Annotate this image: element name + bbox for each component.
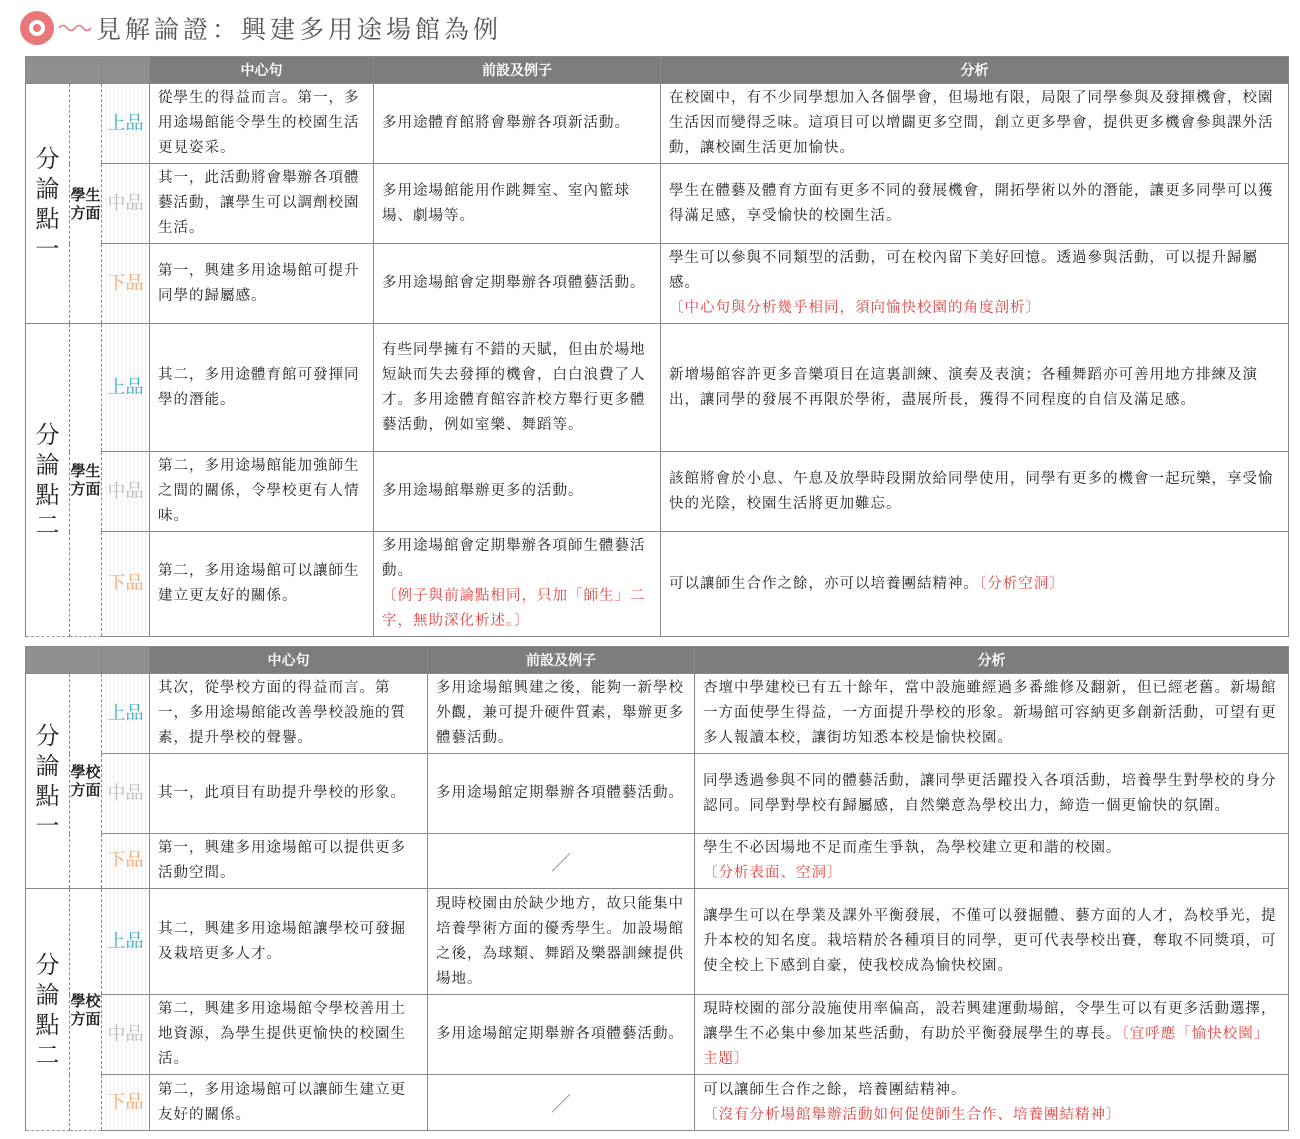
analysis-cell: 可以讓師生合作之餘，培養團結精神。 〔沒有分析場館舉辦活動如何促使師生合作、培養團結精神〕 [695,1075,1289,1131]
grade-badge: 中品 [102,452,150,532]
point-label: 分論點二 [26,889,70,1131]
grade-badge: 上品 [102,674,150,754]
premise-cell: 多用途場館會定期舉辦各項師生體藝活動。 〔例子與前論點相同，只加「師生」二字，無助深化析述。〕 [374,532,661,637]
column-header-analysis: 分析 [695,647,1289,674]
central-cell: 第二，多用途場館能加強師生之間的關係，令學校更有人情味。 [150,452,374,532]
point-label: 分論點二 [26,324,70,637]
grade-badge: 下品 [102,532,150,637]
central-cell: 其次，從學校方面的得益而言。第一，多用途場館能改善學校設施的質素，提升學校的聲譽。 [150,674,428,754]
premise-cell: 現時校園由於缺少地方，故只能集中培養學術方面的優秀學生。加設場館之後，為球類、舞蹈及樂器訓練提供場地。 [428,889,695,995]
premise-cell [428,834,695,889]
page-title: 見解論證：興建多用途場館為例 [96,15,503,44]
grade-badge: 下品 [102,244,150,324]
table-header-row [26,647,1289,674]
argument-table-school [25,646,1289,1131]
analysis-cell: 同學透過參與不同的體藝活動，讓同學更活躍投入各項活動，培養學生對學校的身分認同。同學對學校有歸屬感，自然樂意為學校出力，締造一個更愉快的氛圍。 [695,754,1289,834]
comment-note: 〔分析空洞〕 [979,575,1065,592]
central-cell: 第一，興建多用途場館可以提供更多活動空間。 [150,834,428,889]
analysis-cell: 讓學生可以在學業及課外平衡發展，不僅可以發掘體、藝方面的人才，為校爭光，提升本校的知名度。栽培精於各種項目的同學，更可代表學校出賽，奪取不同獎項，可使全校上下感到自豪，使我校成為愉快校園。 [695,889,1289,995]
analysis-cell: 該館將會於小息、午息及放學時段開放給同學使用，同學有更多的機會一起玩樂，享受愉快的光陰，校園生活將更加難忘。 [661,452,1289,532]
aspect-label: 學生方面 [70,84,102,324]
analysis-cell: 學生可以參與不同類型的活動，可在校內留下美好回憶。透過參與活動，可以提升歸屬感。 〔中心句與分析幾乎相同，須向愉快校園的角度剖析〕 [661,244,1289,324]
premise-cell: 多用途場館定期舉辦各項體藝活動。 [428,754,695,834]
aspect-label: 學校方面 [70,674,102,889]
premise-cell: 多用途場館定期舉辦各項體藝活動。 [428,995,695,1075]
premise-cell: 多用途體育館將會舉辦各項新活動。 [374,84,661,164]
comment-note: 〔例子與前論點相同，只加「師生」二字，無助深化析述。〕 [382,588,646,629]
column-header-premise: 前設及例子 [374,57,661,84]
header-grade-blank [102,57,150,84]
header-blank [26,647,102,674]
central-cell: 第一，興建多用途場館可提升同學的歸屬感。 [150,244,374,324]
analysis-cell: 學生不必因場地不足而產生爭執，為學校建立更和諧的校園。 〔分析表面、空洞〕 [695,834,1289,889]
column-header-analysis: 分析 [661,57,1289,84]
central-cell: 第二，興建多用途場館令學校善用土地資源，為學生提供更愉快的校園生活。 [150,995,428,1075]
slash-mark: ／ [551,1092,571,1116]
column-header-central: 中心句 [150,647,428,674]
argument-table-students [25,56,1289,637]
premise-cell: 多用途場館會定期舉辦各項體藝活動。 [374,244,661,324]
central-cell: 其二，興建多用途場館讓學校可發掘及栽培更多人才。 [150,889,428,995]
comment-note: 〔宜呼應「愉快校園」主題〕 [703,1026,1270,1067]
premise-cell: 多用途場館能用作跳舞室、室內籃球場、劇場等。 [374,164,661,244]
grade-badge: 下品 [102,1075,150,1131]
squiggle-decoration-icon [58,22,92,34]
point-label: 分論點一 [26,674,70,889]
aspect-label: 學生方面 [70,324,102,637]
header-blank [26,57,102,84]
circle-logo-icon [20,11,54,45]
grade-badge: 中品 [102,164,150,244]
analysis-cell: 現時校園的部分設施使用率偏高，設若興建運動場館，令學生可以有更多活動選擇，讓學生不必集中參加某些活動，有助於平衡發展學生的專長。〔宜呼應「愉快校園」主題〕 [695,995,1289,1075]
analysis-cell: 杏壇中學建校已有五十餘年，當中設施雖經過多番維修及翻新，但已經老舊。新場館一方面使學生得益，一方面提升學校的形象。新場館可容納更多創新活動，可望有更多人報讀本校，讓街坊知悉本校是愉快校園。 [695,674,1289,754]
premise-cell: 多用途場館興建之後，能夠一新學校外觀，兼可提升硬件質素，舉辦更多體藝活動。 [428,674,695,754]
grade-badge: 上品 [102,84,150,164]
aspect-label: 學校方面 [70,889,102,1131]
point-label: 分論點一 [26,84,70,324]
grade-badge: 下品 [102,834,150,889]
central-cell: 其一，此活動將會舉辦各項體藝活動，讓學生可以調劑校園生活。 [150,164,374,244]
analysis-cell: 可以讓師生合作之餘，亦可以培養團結精神。〔分析空洞〕 [661,532,1289,637]
grade-badge: 上品 [102,889,150,995]
comment-note: 〔分析表面、空洞〕 [703,865,843,881]
comment-note: 〔沒有分析場館舉辦活動如何促使師生合作、培養團結精神〕 [703,1106,1122,1123]
analysis-cell: 新增場館容許更多音樂項目在這裏訓練、演奏及表演；各種舞蹈亦可善用地方排練及演出，讓同學的發展不再限於學術，盡展所長，獲得不同程度的自信及滿足感。 [661,324,1289,452]
analysis-cell: 學生在體藝及體育方面有更多不同的發展機會，開拓學術以外的潛能，讓更多同學可以獲得滿足感，享受愉快的校園生活。 [661,164,1289,244]
central-cell: 其二，多用途體育館可發揮同學的潛能。 [150,324,374,452]
slash-mark: ／ [551,850,571,875]
analysis-cell: 在校園中，有不少同學想加入各個學會，但場地有限，局限了同學參與及發揮機會，校園生活因而變得乏味。這項目可以增闢更多空間，創立更多學會，提供更多機會參與課外活動，讓校園生活更加愉快。 [661,84,1289,164]
comment-note: 〔中心句與分析幾乎相同，須向愉快校園的角度剖析〕 [669,300,1041,316]
central-cell: 從學生的得益而言。第一，多用途場館能令學生的校園生活更見姿采。 [150,84,374,164]
column-header-premise: 前設及例子 [428,647,695,674]
grade-badge: 中品 [102,995,150,1075]
central-cell: 第二，多用途場館可以讓師生建立更友好的關係。 [150,532,374,637]
column-header-central: 中心句 [150,57,374,84]
table-header-row [26,57,1289,84]
title-bar [20,6,502,50]
grade-badge: 中品 [102,754,150,834]
grade-badge: 上品 [102,324,150,452]
premise-cell: 多用途場館舉辦更多的活動。 [374,452,661,532]
premise-cell [428,1075,695,1131]
central-cell: 其一，此項目有助提升學校的形象。 [150,754,428,834]
central-cell: 第二，多用途場館可以讓師生建立更友好的關係。 [150,1075,428,1131]
header-grade-blank [102,647,150,674]
premise-cell: 有些同學擁有不錯的天賦，但由於場地短缺而失去發揮的機會，白白浪費了人才。多用途體育館容許校方舉行更多體藝活動，例如室樂、舞蹈等。 [374,324,661,452]
